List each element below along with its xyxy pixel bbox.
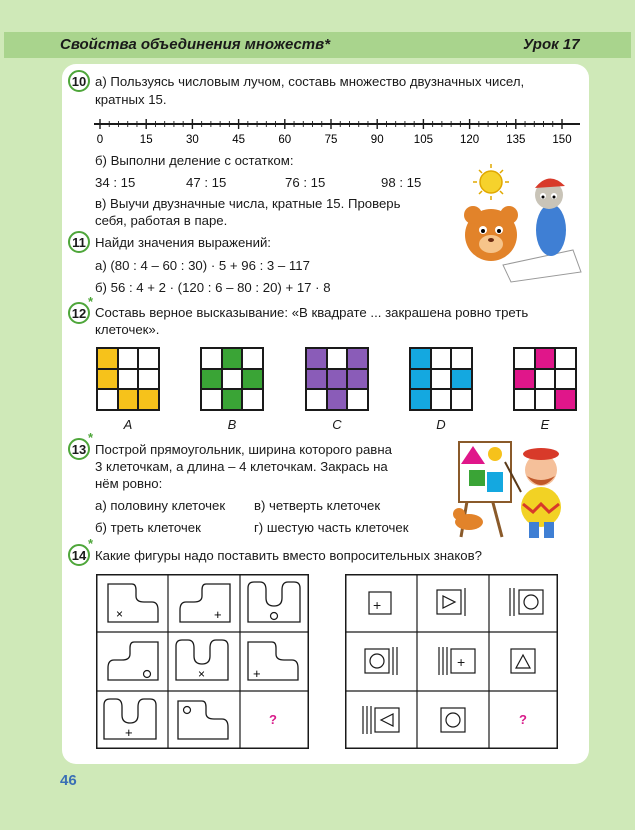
ray-tick-label: 15 [139, 134, 153, 146]
task13-line2: 3 клеточкам, а длина – 4 клеточкам. Закрась на [95, 459, 388, 474]
grid-cell [201, 369, 222, 390]
ray-tick-label: 60 [278, 134, 292, 146]
grid-cell [242, 369, 263, 390]
grid-cell [242, 348, 263, 369]
task10-a-line2: кратных 15. [95, 92, 167, 107]
bear-and-kitten-illustration [463, 160, 583, 285]
svg-text:+: + [125, 725, 133, 740]
grid-cell [514, 369, 535, 390]
grid-cell [535, 389, 556, 410]
task-number-14: 14 [68, 544, 90, 566]
square-a [96, 347, 160, 411]
grid-cell [306, 348, 327, 369]
task12-line2: клеточек». [95, 322, 160, 337]
task13-option-g: г) шестую часть клеточек [254, 520, 409, 535]
grid-cell [451, 369, 472, 390]
square-e [513, 347, 577, 411]
grid-cell [201, 348, 222, 369]
division-4: 98 : 15 [381, 175, 422, 190]
puzzle-shapes-grid [96, 574, 309, 749]
ray-tick-label: 150 [552, 134, 572, 146]
ray-tick-label: 120 [460, 134, 480, 146]
svg-text:×: × [198, 667, 206, 681]
division-2: 47 : 15 [186, 175, 227, 190]
ray-tick-label: 105 [413, 134, 433, 146]
page-number: 46 [60, 772, 77, 789]
task10-c-line2: себя, работая в паре. [95, 213, 228, 228]
grid-cell [514, 389, 535, 410]
svg-text:+: + [457, 654, 466, 670]
grid-cell [222, 348, 243, 369]
grid-cell [535, 369, 556, 390]
square-d-label: D [436, 417, 446, 432]
grid-cell [242, 389, 263, 410]
chapter-title: Свойства объединения множеств* [60, 36, 331, 53]
ray-tick-label: 30 [186, 134, 199, 146]
grid-cell [327, 348, 348, 369]
task10-c-line1: в) Выучи двузначные числа, кратные 15. Проверь [95, 196, 401, 211]
ray-tick-label: 90 [370, 134, 384, 146]
grid-cell [451, 348, 472, 369]
star-icon: * [88, 294, 94, 309]
task13-line3: нём ровно: [95, 476, 163, 491]
task13-option-v: в) четверть клеточек [254, 498, 381, 513]
puzzle-symbols-grid [345, 574, 558, 749]
square-a-label: A [123, 417, 133, 432]
star-icon: * [88, 536, 94, 551]
grid-cell [201, 389, 222, 410]
svg-text:+: + [373, 597, 382, 613]
square-d [409, 347, 473, 411]
grid-cell [118, 369, 139, 390]
square-b [200, 347, 264, 411]
task13-option-a: а) половину клеточек [95, 498, 226, 513]
grid-cell [306, 389, 327, 410]
grid-cell [410, 348, 431, 369]
grid-cell [97, 389, 118, 410]
task11-title: Найди значения выражений: [95, 235, 271, 250]
grid-cell [555, 348, 576, 369]
task12-line1: Составь верное высказывание: «В квадрате ... закрашена ровно треть [95, 305, 529, 320]
grid-cell [118, 348, 139, 369]
grid-cell [347, 369, 368, 390]
task10-a-line1: а) Пользуясь числовым лучом, составь множество двузначных чисел, [95, 74, 525, 89]
grid-cell [451, 389, 472, 410]
task11-expression-b: б) 56 : 4 + 2 · (120 : 6 – 80 : 20) + 17 · 8 [95, 280, 331, 295]
task10-b: б) Выполни деление с остатком: [95, 153, 294, 168]
grid-cell [327, 389, 348, 410]
grid-cell [555, 389, 576, 410]
lesson-number: Урок 17 [523, 36, 580, 53]
grid-cell [118, 389, 139, 410]
grid-cell [431, 369, 452, 390]
svg-text:+: + [253, 666, 261, 681]
square-c-label: C [332, 417, 342, 432]
svg-text:×: × [116, 607, 124, 621]
ray-tick-label: 45 [232, 134, 245, 146]
square-c [305, 347, 369, 411]
grid-cell [327, 369, 348, 390]
grid-cell [222, 369, 243, 390]
task13-option-b: б) треть клеточек [95, 520, 201, 535]
task-number-12: 12 [68, 302, 90, 324]
division-1: 34 : 15 [95, 175, 136, 190]
grid-cell [97, 369, 118, 390]
ray-tick-label: 135 [506, 134, 526, 146]
svg-text:+: + [214, 607, 222, 622]
task11-expression-a: а) (80 : 4 – 60 : 30) · 5 + 96 : 3 – 117 [95, 258, 310, 273]
task13-line1: Построй прямоугольник, ширина которого равна [95, 442, 392, 457]
grid-cell [410, 369, 431, 390]
grid-cell [431, 389, 452, 410]
grid-cell [535, 348, 556, 369]
svg-text:?: ? [269, 712, 277, 727]
task-number-13: 13 [68, 438, 90, 460]
grid-cell [222, 389, 243, 410]
task-number-11: 11 [68, 231, 90, 253]
grid-cell [431, 348, 452, 369]
grid-cell [514, 348, 535, 369]
grid-cell [555, 369, 576, 390]
ray-tick-label: 75 [324, 134, 338, 146]
grid-cell [306, 369, 327, 390]
grid-cell [347, 348, 368, 369]
square-e-label: E [540, 417, 550, 432]
grid-cell [410, 389, 431, 410]
grid-cell [97, 348, 118, 369]
grid-cell [138, 348, 159, 369]
star-icon: * [88, 430, 94, 445]
division-3: 76 : 15 [285, 175, 326, 190]
grid-cell [347, 389, 368, 410]
ray-tick-label: 0 [96, 134, 104, 146]
svg-text:?: ? [519, 712, 527, 727]
grid-cell [138, 369, 159, 390]
task14-title: Какие фигуры надо поставить вместо вопросительных знаков? [95, 548, 482, 563]
task-number-10: 10 [68, 70, 90, 92]
grid-cell [138, 389, 159, 410]
number-ray [90, 115, 590, 147]
square-b-label: B [227, 417, 237, 432]
painter-illustration [447, 432, 582, 540]
